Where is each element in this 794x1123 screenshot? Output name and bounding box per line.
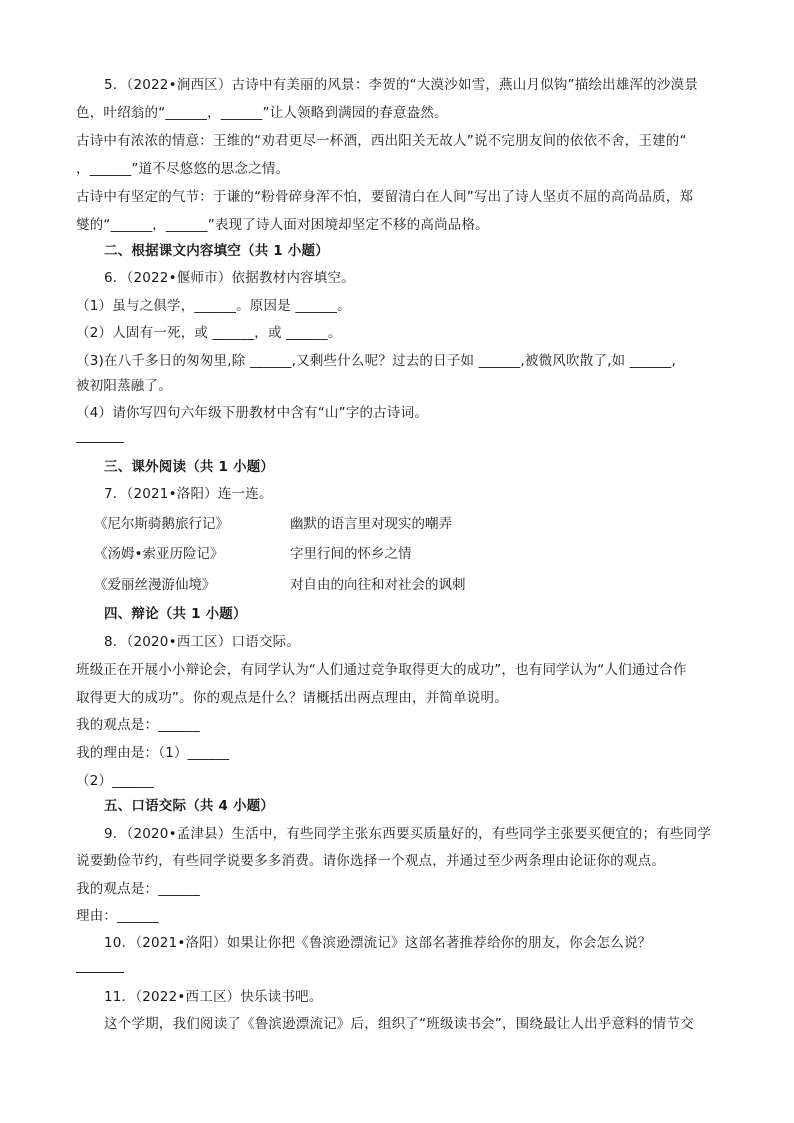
section-3-heading: 三、课外阅读（共 1 小题） xyxy=(104,459,275,475)
q9-line-1: 9．（2020•孟津县）生活中，有些同学主张东西要买质量好的，有些同学主张要买便宜的；有些同学 xyxy=(104,826,712,842)
q9-reason: 理由：______ xyxy=(76,908,159,924)
q6-part-4: （4）请你写四句六年级下册教材中含有“山”字的古诗词。 xyxy=(76,405,428,421)
q5-line-5: 古诗中有坚定的气节：于谦的“粉骨碎身浑不怕，要留清白在人间”写出了诗人坚贞不屈的高尚品质，郑 xyxy=(76,189,694,205)
section-4-heading: 四、辩论（共 1 小题） xyxy=(104,606,247,622)
q8-view: 我的观点是：______ xyxy=(76,717,200,733)
q6-part-3b: 被初阳蒸融了。 xyxy=(76,378,172,394)
q6-answer-rule xyxy=(76,442,124,443)
section-2-heading: 二、根据课文内容填空（共 1 小题） xyxy=(104,243,329,259)
q8-stem: 8．（2020•西工区）口语交际。 xyxy=(104,634,301,650)
q7-theme-1: 幽默的语言里对现实的嘲弄 xyxy=(290,516,452,532)
q5-line-2: 色，叶绍翁的“______，______”让人领略到满园的春意盎然。 xyxy=(76,105,448,121)
q7-stem: 7．（2021•洛阳）连一连。 xyxy=(104,486,273,502)
q7-theme-3: 对自由的向往和对社会的讽刺 xyxy=(290,577,466,593)
q6-part-1: （1）虽与之俱学，______。原因是 ______。 xyxy=(76,298,351,314)
q5-line-1: 5．（2022•涧西区）古诗中有美丽的风景：李贺的“大漠沙如雪，燕山月似钩”描绘出雄浑的沙漠景 xyxy=(104,77,699,93)
q8-line-2: 取得更大的成功”。你的观点是什么？请概括出两点理由，并简单说明。 xyxy=(76,690,508,706)
q7-book-2: 《汤姆•索亚历险记》 xyxy=(94,546,224,562)
q5-line-4: ，______”道不尽悠悠的思念之情。 xyxy=(76,161,290,177)
q9-line-2: 说要勤俭节约，有些同学说要多多消费。请你选择一个观点，并通过至少两条理由论证你的观点。 xyxy=(76,853,666,869)
q5-line-6: 燮的“______，______”表现了诗人面对困境却坚定不移的高尚品格。 xyxy=(76,217,489,233)
q5-line-3: 古诗中有浓浓的情意：王维的“劝君更尽一杯酒，西出阳关无故人”说不完朋友间的依依不舍，王建的“ xyxy=(76,133,687,149)
q9-view: 我的观点是：______ xyxy=(76,881,200,897)
q7-theme-2: 字里行间的怀乡之情 xyxy=(290,546,412,562)
q10-stem: 10．（2021•洛阳）如果让你把《鲁滨逊漂流记》这部名著推荐给你的朋友，你会怎么说？ xyxy=(104,935,652,951)
q6-part-2: （2）人固有一死，或 ______，或 ______。 xyxy=(76,325,342,341)
q10-answer-rule xyxy=(76,972,124,973)
q6-part-3a: （3)在八千多日的匆匆里,除 ______,又剩些什么呢？过去的日子如 ______,被微风吹散了,如 ______, xyxy=(76,353,676,369)
q11-stem: 11．（2022•西工区）快乐读书吧。 xyxy=(104,989,323,1005)
q8-reason-2: （2）______ xyxy=(76,773,154,789)
q8-line-1: 班级正在开展小小辩论会，有同学认为“人们通过竞争取得更大的成功”，也有同学认为“人们通过合作 xyxy=(76,662,687,678)
q7-book-1: 《尼尔斯骑鹅旅行记》 xyxy=(94,516,229,532)
section-5-heading: 五、口语交际（共 4 小题） xyxy=(104,798,275,814)
q8-reason-1: 我的理由是：（1）______ xyxy=(76,745,230,761)
q7-book-3: 《爱丽丝漫游仙境》 xyxy=(94,577,216,593)
q11-line-1: 这个学期，我们阅读了《鲁滨逊漂流记》后，组织了“班级读书会”，围绕最让人出乎意料的情节交 xyxy=(104,1016,694,1032)
q6-stem: 6．（2022•偃师市）依据教材内容填空。 xyxy=(104,270,355,286)
